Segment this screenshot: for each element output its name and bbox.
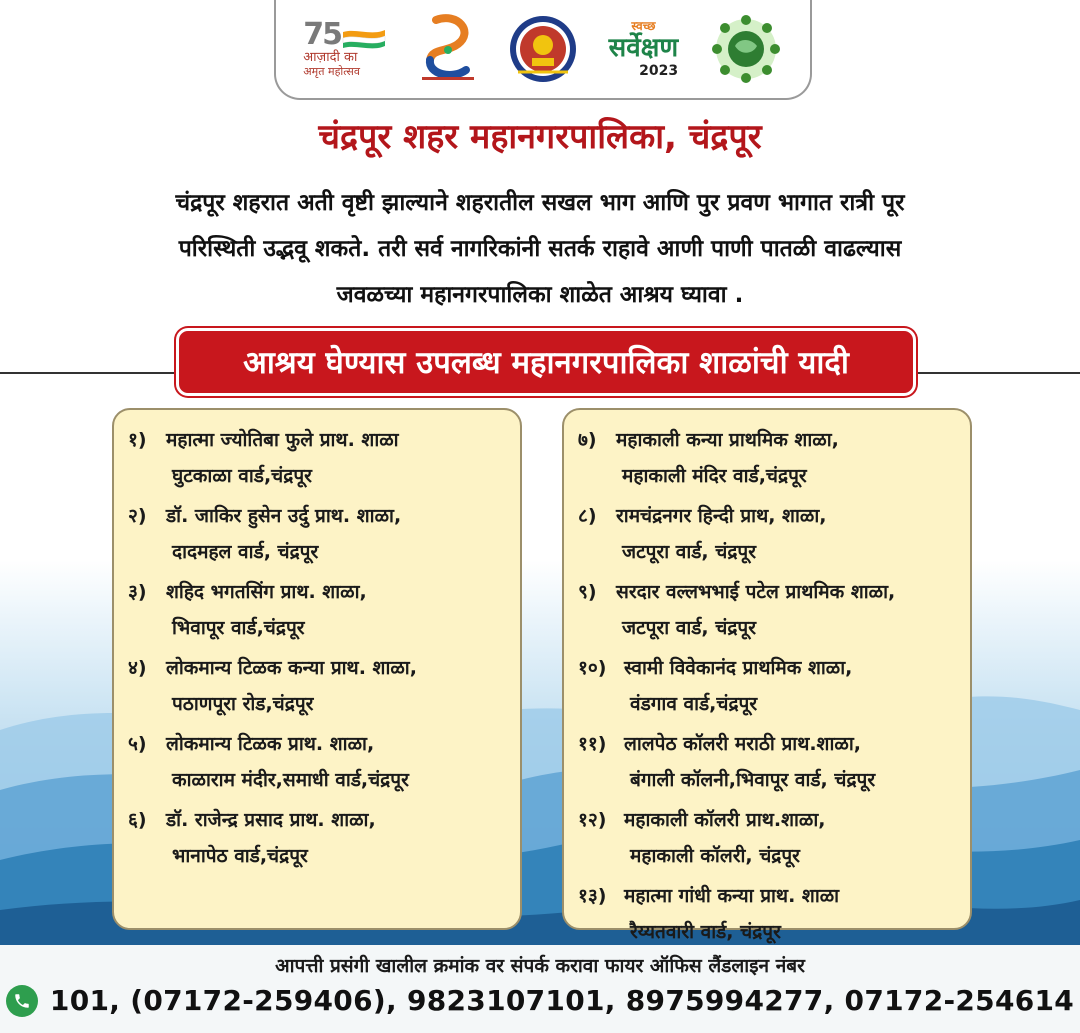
school-list-right [562,408,972,943]
list-item [578,878,960,950]
list-item [578,422,960,494]
list-item [578,802,960,874]
school-address: रैय्यतवारी वार्ड, चंद्रपूर [630,921,781,943]
item-number: १२) [578,809,607,831]
school-name: स्वामी विवेकानंद प्राथमिक शाळा, [624,657,853,679]
phone-icon [6,985,38,1017]
item-number: ५) [128,733,147,755]
school-name: सरदार वल्लभभाई पटेल प्राथमिक शाळा, [616,581,896,603]
swachh-survekshan-logo [609,19,678,79]
logo-strip [274,0,812,100]
school-name: महात्मा ज्योतिबा फुले प्राथ. शाळा [166,429,399,451]
school-address: घुटकाळा वार्ड,चंद्रपूर [172,465,312,487]
school-address: वंडगाव वार्ड,चंद्रपूर [630,693,758,715]
item-number: ३) [128,581,147,603]
green-earth-logo [709,12,783,86]
swachh-line2: सर्वेक्षण [608,33,679,63]
item-number: १३) [578,885,607,907]
list-item [578,498,960,570]
school-address: महाकाली कॉलरी, चंद्रपूर [630,845,800,867]
list-item [578,574,960,646]
swachh-line1: स्वच्छ [631,19,656,33]
item-number: २) [128,505,147,527]
swachh-year: 2023 [639,63,679,79]
item-number: ९) [578,581,597,603]
notice-line-3: जवळच्या महानगरपालिका शाळेत आश्रय घ्यावा . [336,282,744,308]
school-address: दादमहल वार्ड, चंद्रपूर [172,541,319,563]
list-item [578,650,960,722]
list-item [128,574,510,646]
list-item [128,650,510,722]
page-title: चंद्रपूर शहर महानगरपालिका, चंद्रपूर [318,117,762,157]
school-name: महाकाली कन्या प्राथमिक शाळा, [616,429,839,451]
azadi-line1: आज़ादी का [303,50,358,65]
school-name: लोकमान्य टिळक कन्या प्राथ. शाळा, [166,657,417,679]
divider-right [910,372,1080,374]
flag-swoosh-icon [341,28,387,50]
item-number: ४) [128,657,147,679]
school-name: महात्मा गांधी कन्या प्राथ. शाळा [624,885,840,907]
azadi-numeral: 75 [303,17,342,52]
school-list-left [112,408,522,930]
list-item [578,726,960,798]
list-item [128,726,510,798]
school-name: लालपेठ कॉलरी मराठी प्राथ.शाळा, [624,733,861,755]
school-name: शहिद भगतसिंग प्राथ. शाळा, [166,581,367,603]
divider-left [0,372,185,374]
list-item [128,802,510,874]
item-number: १०) [578,657,607,679]
school-name: रामचंद्रनगर हिन्दी प्राथ, शाळा, [616,505,827,527]
item-number: ७) [578,429,597,451]
school-address: काळाराम मंदीर,समाधी वार्ड,चंद्रपूर [172,769,409,791]
school-name: डॉ. राजेन्द्र प्रसाद प्राथ. शाळा, [166,809,376,831]
school-name: डॉ. जाकिर हुसेन उर्दु प्राथ. शाळा, [166,505,402,527]
school-address: जटपूरा वार्ड, चंद्रपूर [622,541,756,563]
emergency-contact-text: आपत्ती प्रसंगी खालील क्रमांक वर संपर्क करावा फायर ऑफिस लैंडलाइन नंबर [275,955,805,977]
banner-text: आश्रय घेण्यास उपलब्ध महानगरपालिका शाळांची यादी [243,345,849,381]
azadi-line2: अमृत महोत्सव [303,65,360,78]
school-name: लोकमान्य टिळक प्राथ. शाळा, [166,733,375,755]
school-address: भिवापूर वार्ड,चंद्रपूर [172,617,305,639]
school-address: जटपूरा वार्ड, चंद्रपूर [622,617,756,639]
list-item [128,422,510,494]
g20-style-logo [418,14,478,84]
shelter-list-banner [176,328,916,396]
phone-numbers: 101, (07172-259406), 9823107101, 8975994277, 07172-254614 [49,984,1075,1017]
item-number: १) [128,429,147,451]
notice-paragraph [60,180,1020,318]
school-address: महाकाली मंदिर वार्ड,चंद्रपूर [622,465,807,487]
azadi-ka-amrit-mahotsav-logo [303,17,387,78]
item-number: ८) [578,505,597,527]
school-name: महाकाली कॉलरी प्राथ.शाळा, [624,809,826,831]
phone-numbers-row [0,984,1080,1017]
item-number: ६) [128,809,147,831]
school-address: पठाणपूरा रोड,चंद्रपूर [172,693,314,715]
school-address: बंगाली कॉलनी,भिवापूर वार्ड, चंद्रपूर [630,769,876,791]
school-address: भानापेठ वार्ड,चंद्रपूर [172,845,308,867]
notice-line-1: चंद्रपूर शहरात अती वृष्टी झाल्याने शहरातील सखल भाग आणि पुर प्रवण भागात रात्री पूर [175,190,905,216]
item-number: ११) [578,733,607,755]
list-item [128,498,510,570]
municipal-corporation-seal [508,14,578,84]
notice-line-2: परिस्थिती उद्भवू शकते. तरी सर्व नागरिकांनी सतर्क राहावे आणी पाणी पातळी वाढल्यास [178,236,902,262]
